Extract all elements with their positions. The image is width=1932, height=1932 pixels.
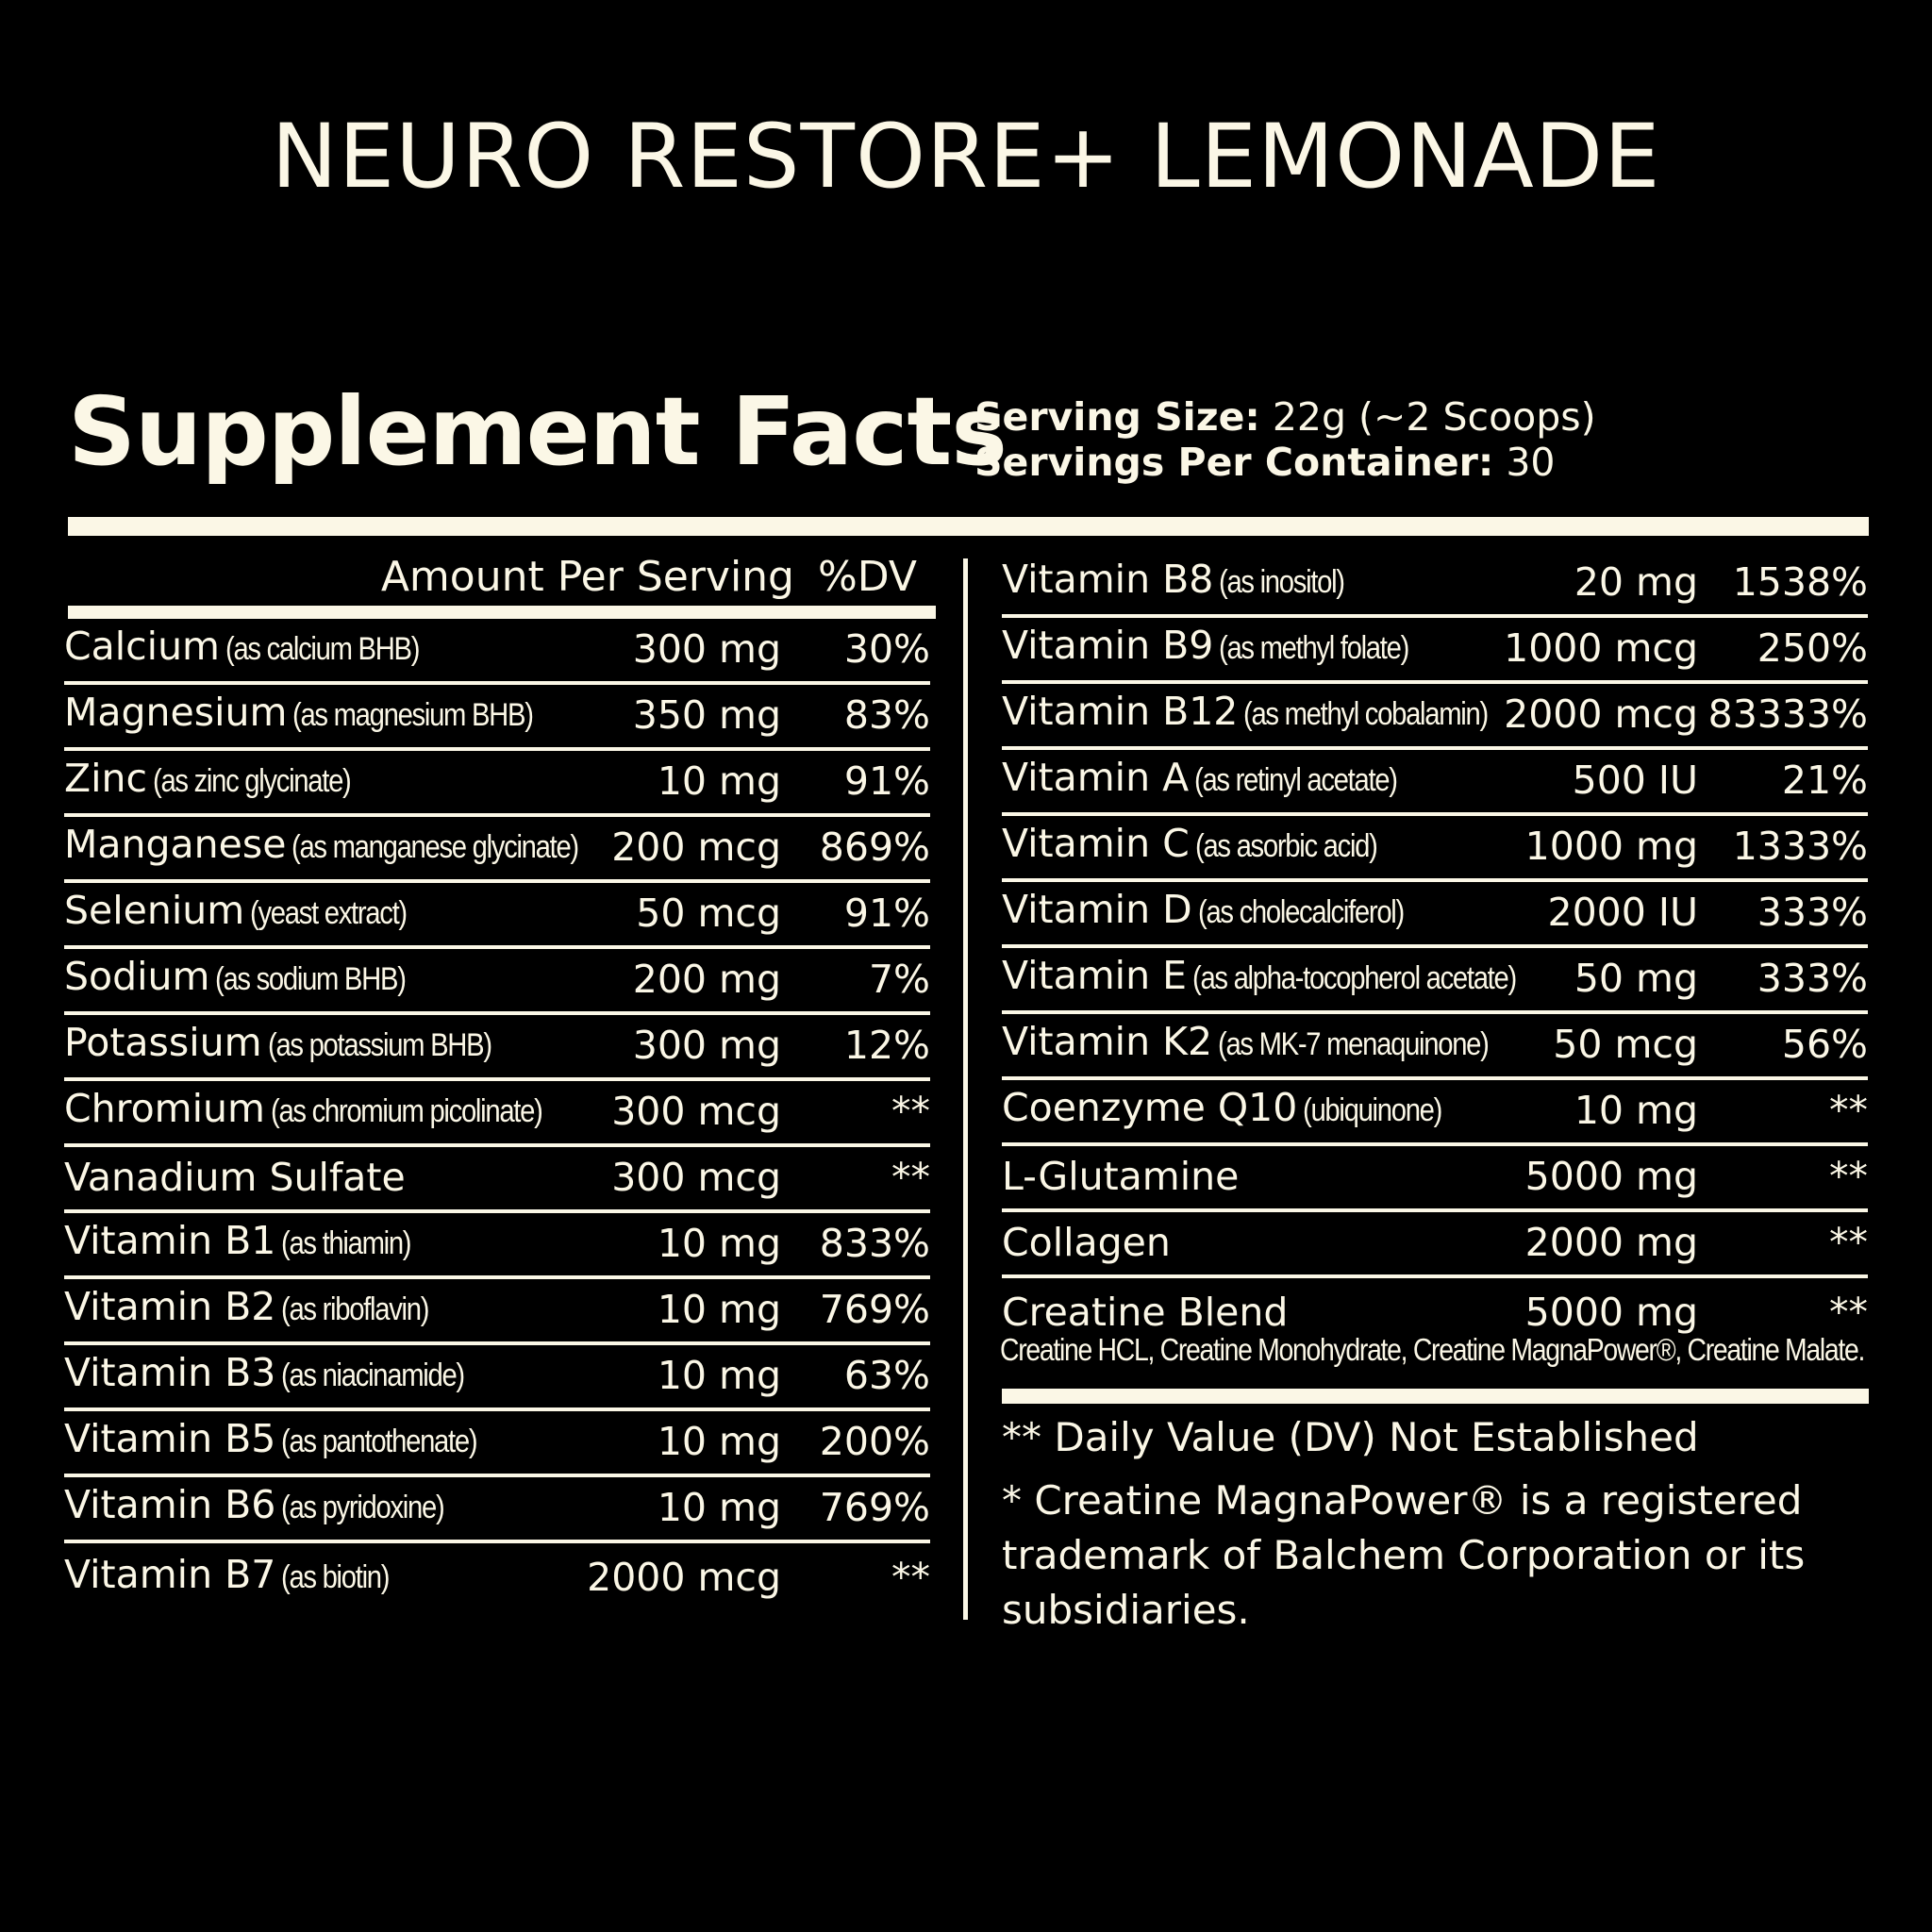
nutrient-amount: 20 mg [1574, 559, 1698, 605]
nutrient-amount: 5000 mg [1524, 1290, 1698, 1335]
nutrient-amount: 2000 mcg [587, 1555, 781, 1600]
nutrient-row [1002, 750, 1868, 816]
nutrient-amount: 50 mcg [636, 891, 781, 936]
nutrient-amount: 300 mcg [611, 1155, 781, 1200]
nutrient-form: (yeast extract) [250, 895, 408, 931]
nutrient-dv: 1333% [1732, 824, 1868, 869]
nutrient-form: (as manganese glycinate) [291, 829, 579, 865]
nutrient-name: Creatine Blend [1002, 1290, 1289, 1335]
nutrient-name: Vitamin B7 [64, 1552, 276, 1597]
nutrient-name-cell [64, 1086, 586, 1134]
nutrient-amount: 2000 IU [1547, 890, 1698, 935]
nutrient-name-cell [1002, 1019, 1532, 1067]
nutrient-name-cell [1002, 1290, 1288, 1335]
nutrient-row [1002, 882, 1868, 948]
nutrient-amount: 1000 mcg [1504, 625, 1698, 671]
nutrient-dv: ** [891, 1089, 930, 1134]
nutrient-name: Vitamin K2 [1002, 1019, 1213, 1064]
nutrient-form: (as pantothenate) [281, 1424, 477, 1459]
nutrient-dv: 30% [843, 626, 930, 672]
nutrient-dv: 7% [868, 957, 930, 1002]
nutrient-name: Vanadium Sulfate [64, 1155, 406, 1200]
nutrient-row [64, 817, 930, 883]
nutrient-name-cell [64, 1155, 406, 1200]
nutrient-name-cell [64, 1284, 453, 1332]
nutrient-form: (as niacinamide) [281, 1357, 465, 1393]
nutrient-name: Vitamin E [1002, 953, 1187, 998]
servings-per-container-label: Servings Per Container: [974, 440, 1494, 485]
nutrient-dv: ** [891, 1155, 930, 1200]
nutrient-name: Selenium [64, 888, 245, 933]
nutrient-dv: 63% [843, 1353, 930, 1398]
nutrient-form: (as biotin) [281, 1559, 390, 1595]
nutrient-amount: 500 IU [1572, 758, 1698, 803]
nutrient-dv: 333% [1757, 956, 1868, 1001]
nutrient-amount: 5000 mg [1524, 1154, 1698, 1199]
nutrient-name: Vitamin D [1002, 887, 1192, 932]
nutrient-dv: 250% [1757, 625, 1868, 671]
nutrient-name: Vitamin B2 [64, 1284, 276, 1329]
nutrient-name: Vitamin A [1002, 755, 1190, 800]
nutrient-form: (as riboflavin) [281, 1291, 429, 1327]
nutrient-name-cell [64, 1218, 432, 1266]
left-nutrient-table [64, 619, 930, 1609]
nutrient-name-cell [64, 624, 451, 672]
nutrient-dv: 200% [819, 1419, 930, 1464]
nutrient-amount: 300 mg [632, 1023, 781, 1068]
nutrient-name-cell [64, 690, 573, 738]
nutrient-form: (as MK-7 menaquinone) [1218, 1026, 1489, 1062]
nutrient-dv: ** [1829, 1088, 1868, 1133]
nutrient-name: Sodium [64, 954, 210, 999]
dv-footnote: ** Daily Value (DV) Not Established [1002, 1414, 1699, 1460]
nutrient-row [64, 1411, 930, 1477]
nutrient-dv: ** [1829, 1220, 1868, 1265]
serving-size [974, 394, 1596, 440]
nutrient-name: Vitamin B3 [64, 1350, 276, 1395]
right-nutrient-table [1002, 552, 1868, 1344]
nutrient-amount: 10 mg [657, 1353, 781, 1398]
nutrient-name-cell [64, 1552, 407, 1600]
nutrient-amount: 10 mg [657, 758, 781, 804]
nutrient-form: (as pyridoxine) [281, 1490, 444, 1525]
nutrient-name-cell [64, 954, 437, 1002]
nutrient-name-cell [1002, 953, 1569, 1001]
nutrient-dv: 21% [1781, 758, 1868, 803]
nutrient-row [1002, 948, 1868, 1014]
servings-per-container-value: 30 [1493, 440, 1556, 485]
nutrient-row [64, 1345, 930, 1411]
nutrient-row [1002, 552, 1868, 618]
nutrient-form: (as alpha-tocopherol acetate) [1192, 960, 1516, 996]
nutrient-name-cell [64, 1350, 494, 1398]
nutrient-row [1002, 1146, 1868, 1212]
footer-thick-rule [1002, 1389, 1869, 1404]
nutrient-name: Vitamin B8 [1002, 557, 1214, 602]
trademark-footnote: * Creatine MagnaPower® is a registered trademark of Balchem Corporation or its subsidiaries. [1002, 1477, 1806, 1633]
nutrient-dv: ** [1829, 1154, 1868, 1199]
nutrient-amount: 300 mg [632, 626, 781, 672]
nutrient-dv: 91% [843, 758, 930, 804]
supplement-facts-heading: Supplement Facts [68, 376, 1007, 487]
nutrient-name: Zinc [64, 756, 148, 801]
servings-per-container [974, 440, 1596, 485]
nutrient-name-cell [1002, 821, 1407, 869]
column-header [64, 549, 936, 606]
nutrient-row [64, 949, 930, 1015]
nutrient-name-cell [1002, 1220, 1171, 1265]
nutrient-name-cell [64, 756, 383, 804]
nutrient-row [1002, 684, 1868, 750]
nutrient-dv: 91% [843, 891, 930, 936]
nutrient-form: (as methyl cobalamin) [1243, 696, 1489, 732]
nutrient-dv: 56% [1781, 1022, 1868, 1067]
dv-header: %DV [817, 553, 917, 601]
nutrient-row [64, 1543, 930, 1609]
nutrient-row [1002, 1080, 1868, 1146]
nutrient-name-cell [1002, 755, 1430, 803]
nutrient-dv: 769% [819, 1287, 930, 1332]
serving-size-label: Serving Size: [974, 394, 1260, 440]
nutrient-name-cell [64, 1416, 508, 1464]
nutrient-form: (as asorbic acid) [1194, 828, 1377, 864]
nutrient-dv: ** [1829, 1290, 1868, 1335]
nutrient-dv: 869% [819, 824, 930, 870]
nutrient-name: Potassium [64, 1020, 262, 1065]
nutrient-name-cell [64, 1482, 471, 1530]
nutrient-form: (ubiquinone) [1303, 1092, 1442, 1128]
nutrient-name: L-Glutamine [1002, 1154, 1240, 1199]
nutrient-row [64, 1147, 930, 1213]
nutrient-amount: 10 mg [657, 1419, 781, 1464]
column-divider [963, 558, 968, 1620]
nutrient-name: Coenzyme Q10 [1002, 1085, 1298, 1130]
nutrient-row [64, 619, 930, 685]
nutrient-amount: 200 mcg [611, 824, 781, 870]
nutrient-amount: 10 mg [657, 1221, 781, 1266]
nutrient-row [64, 1081, 930, 1147]
nutrient-form: (as cholecalciferol) [1197, 894, 1404, 930]
nutrient-amount: 1000 mg [1524, 824, 1698, 869]
nutrient-row [1002, 816, 1868, 882]
nutrient-form: (as thiamin) [281, 1225, 411, 1261]
nutrient-row [64, 1477, 930, 1543]
nutrient-name: Vitamin B6 [64, 1482, 276, 1527]
nutrient-name: Vitamin B9 [1002, 623, 1214, 668]
nutrient-name: Vitamin C [1002, 821, 1190, 866]
nutrient-amount: 50 mcg [1553, 1022, 1698, 1067]
nutrient-dv: 83333% [1707, 691, 1868, 737]
nutrient-amount: 10 mg [1574, 1088, 1698, 1133]
nutrient-amount: 2000 mg [1524, 1220, 1698, 1265]
nutrient-name-cell [1002, 887, 1437, 935]
nutrient-row [64, 751, 930, 817]
nutrient-name-cell [1002, 1154, 1239, 1199]
nutrient-amount: 10 mg [657, 1287, 781, 1332]
nutrient-name: Vitamin B1 [64, 1218, 276, 1263]
serving-size-value: 22g (~2 Scoops) [1259, 394, 1596, 440]
nutrient-name-cell [64, 1020, 527, 1068]
nutrient-row [64, 1279, 930, 1345]
nutrient-name: Collagen [1002, 1220, 1171, 1265]
creatine-blend-components: Creatine HCL, Creatine Monohydrate, Creatine MagnaPower®, Creatine Malate. [1000, 1332, 1865, 1367]
nutrient-dv: 83% [843, 692, 930, 738]
serving-info [974, 394, 1596, 485]
nutrient-name: Calcium [64, 624, 221, 669]
nutrient-form: (as retinyl acetate) [1194, 762, 1397, 798]
top-thick-rule [68, 517, 1869, 536]
amount-per-serving-header: Amount Per Serving [380, 553, 794, 601]
nutrient-name: Vitamin B12 [1002, 689, 1239, 734]
header-rule [68, 606, 936, 619]
nutrient-amount: 10 mg [657, 1485, 781, 1530]
nutrient-name: Vitamin B5 [64, 1416, 276, 1461]
nutrient-name-cell [1002, 557, 1365, 605]
nutrient-row [64, 1213, 930, 1279]
nutrient-row [64, 883, 930, 949]
nutrient-form: (as magnesium BHB) [292, 697, 534, 733]
nutrient-amount: 2000 mcg [1504, 691, 1698, 737]
nutrient-name-cell [64, 888, 432, 936]
nutrient-name-cell [1002, 689, 1527, 737]
nutrient-name: Chromium [64, 1086, 265, 1131]
nutrient-dv: 12% [843, 1023, 930, 1068]
nutrient-row [1002, 1014, 1868, 1080]
nutrient-row [64, 685, 930, 751]
nutrient-dv: 769% [819, 1485, 930, 1530]
nutrient-amount: 200 mg [632, 957, 781, 1002]
nutrient-form: (as chromium picolinate) [270, 1093, 542, 1129]
nutrient-form: (as methyl folate) [1219, 630, 1409, 666]
nutrient-form: (as calcium BHB) [225, 631, 420, 667]
nutrient-dv: 333% [1757, 890, 1868, 935]
nutrient-form: (as zinc glycinate) [153, 763, 351, 799]
nutrient-form: (as inositol) [1219, 564, 1345, 600]
nutrient-form: (as potassium BHB) [267, 1027, 491, 1063]
nutrient-name-cell [64, 822, 625, 870]
nutrient-row [1002, 1212, 1868, 1278]
nutrient-row [64, 1015, 930, 1081]
nutrient-dv: 1538% [1732, 559, 1868, 605]
nutrient-amount: 50 mg [1574, 956, 1698, 1001]
nutrient-amount: 350 mg [632, 692, 781, 738]
nutrient-name-cell [1002, 1085, 1464, 1133]
nutrient-name-cell [1002, 623, 1440, 671]
product-title: NEURO RESTORE+ LEMONADE [271, 106, 1661, 208]
nutrient-dv: ** [891, 1555, 930, 1600]
nutrient-dv: 833% [819, 1221, 930, 1266]
nutrient-name: Magnesium [64, 690, 288, 735]
nutrient-row [1002, 618, 1868, 684]
nutrient-amount: 300 mcg [611, 1089, 781, 1134]
nutrient-name: Manganese [64, 822, 287, 867]
nutrient-form: (as sodium BHB) [215, 961, 407, 997]
